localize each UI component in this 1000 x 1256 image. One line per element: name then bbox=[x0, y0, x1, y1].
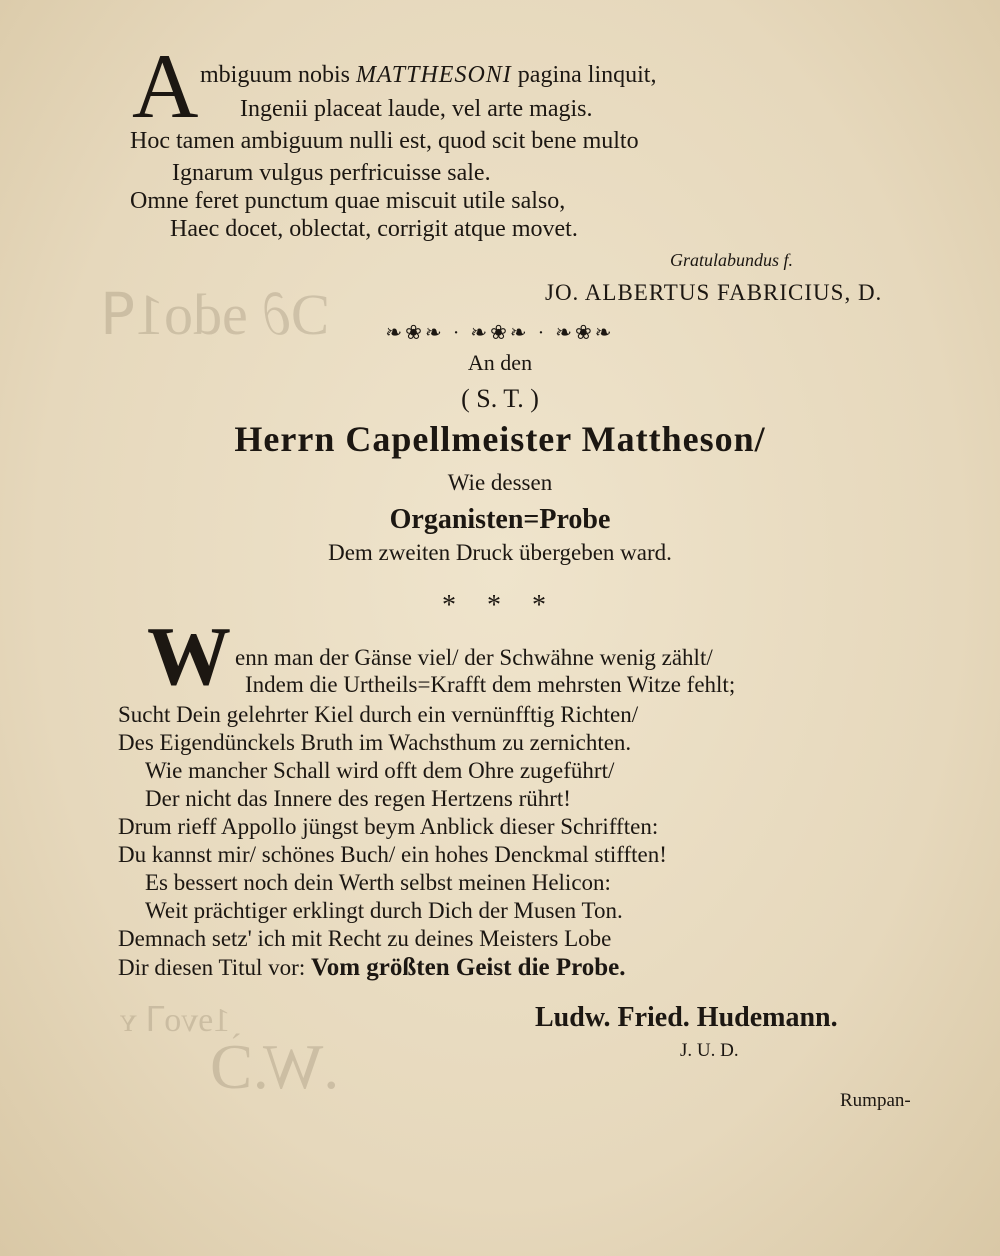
german-poem-line-1: enn man der Gänse viel/ der Schwähne wenig zählt/ bbox=[235, 645, 713, 670]
bleed-through-text: .W.Ɔ bbox=[210, 1031, 340, 1102]
latin-poem-line-2: Ingenii placeat laude, vel arte magis. bbox=[240, 96, 593, 122]
german-poem-line-5: Wie mancher Schall wird offt dem Ohre zugeführt/ bbox=[145, 758, 615, 783]
german-poem-line-11: Demnach setz' ich mit Recht zu deines Meisters Lobe bbox=[118, 926, 612, 951]
latin-poem-line-1 bbox=[200, 62, 656, 89]
matthesoni-name: MATTHESONI bbox=[356, 62, 512, 88]
latin-line-1-start: mbiguum nobis bbox=[200, 62, 357, 88]
organisten-probe-title: Organisten=Probe bbox=[389, 504, 611, 535]
latin-poem-line-5: Omne feret punctum quae miscuit utile salso, bbox=[130, 188, 566, 214]
heading-title: Herrn Capellmeister Mattheson/ bbox=[234, 419, 766, 459]
drop-cap-letter: A bbox=[132, 35, 199, 137]
jud-degree: J. U. D. bbox=[680, 1040, 739, 1061]
german-poem-line-4: Des Eigendünckels Bruth im Wachsthum zu zernichten. bbox=[118, 730, 632, 755]
bleed-through-text: Ɔ∂ ɘdo1ꟼ bbox=[100, 282, 330, 347]
ornament-divider: ❧❀❧ · ❧❀❧ · ❧❀❧ bbox=[385, 322, 615, 344]
drop-cap-w: W bbox=[147, 610, 231, 703]
druck-subtitle: Dem zweiten Druck übergeben ward. bbox=[328, 540, 672, 565]
fabricius-signature: JO. ALBERTUS FABRICIUS, D. bbox=[545, 280, 883, 305]
wie-dessen-text: Wie dessen bbox=[447, 470, 553, 495]
german-poem-line-9: Es bessert noch dein Werth selbst meinen Helicon: bbox=[145, 870, 611, 895]
catchword: Rumpan- bbox=[840, 1090, 911, 1111]
german-poem-line-10: Weit prächtiger erklingt durch Dich der Musen Ton. bbox=[145, 898, 623, 923]
german-poem-line-3: Sucht Dein gelehrter Kiel durch ein vernünfftig Richten/ bbox=[118, 702, 639, 727]
line-12-emphasis: Vom größten Geist die Probe. bbox=[310, 954, 626, 981]
german-poem-line-2: Indem die Urtheils=Krafft dem mehrsten Witze fehlt; bbox=[245, 672, 736, 697]
latin-poem-line-3: Hoc tamen ambiguum nulli est, quod scit bene multo bbox=[130, 128, 639, 154]
hudemann-signature: Ludw. Fried. Hudemann. bbox=[535, 1002, 838, 1033]
latin-line-1-end: pagina linquit, bbox=[511, 62, 657, 88]
line-12-start: Dir diesen Titul vor: bbox=[118, 955, 311, 980]
latin-poem-line-6: Haec docet, oblectat, corrigit atque movet. bbox=[170, 216, 578, 242]
german-poem-line-7: Drum rieff Appollo jüngst beym Anblick dieser Schrifften: bbox=[118, 814, 659, 839]
gratulabundus-text: Gratulabundus f. bbox=[670, 250, 794, 270]
latin-poem-line-4: Ignarum vulgus perfricuisse sale. bbox=[172, 160, 491, 186]
asterisk-divider: * * * bbox=[442, 590, 558, 621]
german-poem-line-8: Du kannst mir/ schönes Buch/ ein hohes Denckmal stifften! bbox=[118, 842, 667, 867]
german-poem-line-6: Der nicht das Innere des regen Hertzens rührt! bbox=[145, 786, 571, 811]
german-poem-line-12 bbox=[118, 954, 626, 982]
bleed-through-text: ˎ1ɘvoꓶ ʏ bbox=[120, 1002, 242, 1039]
an-den-text: An den bbox=[467, 350, 533, 375]
st-abbreviation: ( S. T. ) bbox=[461, 384, 539, 413]
